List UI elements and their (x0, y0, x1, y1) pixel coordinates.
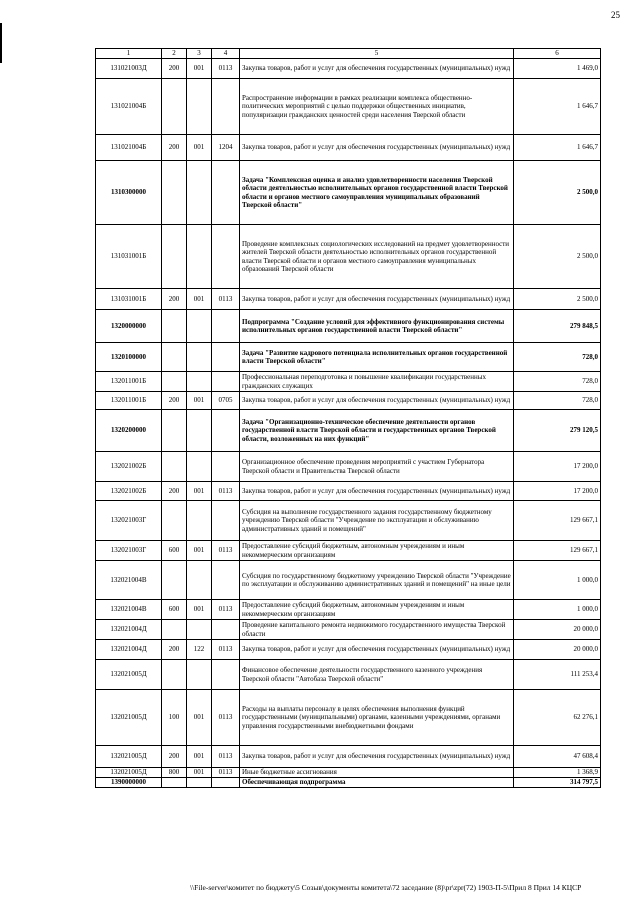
row-amount: 111 253,4 (514, 660, 601, 690)
row-amount: 129 667,1 (514, 501, 601, 541)
row-col2 (162, 79, 187, 135)
row-col2 (162, 778, 187, 788)
row-col4: 0705 (212, 392, 240, 410)
file-path-footer: \\File-server\комитет по бюджету\5 Созыв\документы комитета\72 заседание (8)\pr\zpr(72) 1903-П-5\Прил 8 Прил 14 КЦСР (190, 883, 582, 892)
row-code: 132011001Б (96, 372, 162, 392)
table-header-row (96, 49, 601, 59)
page-number: 25 (611, 10, 620, 20)
table-row (96, 768, 601, 778)
table-row (96, 778, 601, 788)
row-code: 132021004В (96, 561, 162, 600)
row-col4: 0113 (212, 541, 240, 561)
row-code: 131031001Б (96, 225, 162, 289)
row-amount: 17 200,0 (514, 452, 601, 482)
row-description: Закупка товаров, работ и услуг для обеспечения государственных (муниципальных) нужд (240, 392, 514, 410)
row-col2: 600 (162, 600, 187, 620)
row-description: Задача "Развитие кадрового потенциала исполнительных органов государственной власти Тверской области" (240, 343, 514, 372)
row-amount: 1 646,7 (514, 79, 601, 135)
row-amount: 2 500,0 (514, 161, 601, 225)
row-amount: 1 646,7 (514, 135, 601, 161)
row-col2 (162, 561, 187, 600)
row-code: 1320000000 (96, 310, 162, 343)
row-code: 132011001Б (96, 392, 162, 410)
row-col2: 200 (162, 640, 187, 660)
row-amount: 129 667,1 (514, 541, 601, 561)
row-col4 (212, 501, 240, 541)
row-col4: 0113 (212, 289, 240, 310)
row-code: 132021005Д (96, 690, 162, 746)
row-description: Предоставление субсидий бюджетным, автономным учреждениям и иным некоммерческим организациям (240, 600, 514, 620)
table-row (96, 225, 601, 289)
row-description: Иные бюджетные ассигнования (240, 768, 514, 778)
row-col3: 001 (187, 746, 212, 768)
row-col3 (187, 161, 212, 225)
row-description: Закупка товаров, работ и услуг для обеспечения государственных (муниципальных) нужд (240, 59, 514, 79)
row-col3: 001 (187, 482, 212, 501)
row-amount: 2 500,0 (514, 225, 601, 289)
row-col3: 001 (187, 541, 212, 561)
row-code: 131031001Б (96, 289, 162, 310)
row-amount: 728,0 (514, 372, 601, 392)
row-code: 1320200000 (96, 410, 162, 452)
table-row (96, 79, 601, 135)
row-code: 132021004Д (96, 640, 162, 660)
table-row (96, 289, 601, 310)
row-col3 (187, 501, 212, 541)
row-col4 (212, 343, 240, 372)
row-col2: 200 (162, 392, 187, 410)
row-col3 (187, 410, 212, 452)
row-col4: 0113 (212, 640, 240, 660)
row-amount: 62 276,1 (514, 690, 601, 746)
row-description: Субсидия по государственному бюджетному учреждению Тверской области "Учреждение по эксплуатации и обслуживанию административных зданий и помещений" на иные цели (240, 561, 514, 600)
row-description: Профессиональная переподготовка и повышение квалификации государственных гражданских служащих (240, 372, 514, 392)
row-col2: 200 (162, 135, 187, 161)
row-col4: 1204 (212, 135, 240, 161)
row-col2 (162, 310, 187, 343)
row-description: Закупка товаров, работ и услуг для обеспечения государственных (муниципальных) нужд (240, 289, 514, 310)
row-amount: 728,0 (514, 343, 601, 372)
row-description: Финансовое обеспечение деятельности государственного казенного учреждения Тверской области "Автобаза Тверской области" (240, 660, 514, 690)
row-description: Подпрограмма "Создание условий для эффективного функционирования системы исполнительных органов государственной власти Тверской области" (240, 310, 514, 343)
row-col3: 001 (187, 135, 212, 161)
row-col3: 001 (187, 690, 212, 746)
table-row (96, 561, 601, 600)
row-col3: 001 (187, 768, 212, 778)
row-col4 (212, 410, 240, 452)
row-col3: 001 (187, 392, 212, 410)
row-col3 (187, 561, 212, 600)
row-description: Обеспечивающая подпрограмма (240, 778, 514, 788)
table-row (96, 452, 601, 482)
row-amount: 17 200,0 (514, 482, 601, 501)
row-col3 (187, 620, 212, 640)
row-col3 (187, 372, 212, 392)
row-col4: 0113 (212, 768, 240, 778)
row-code: 1320100000 (96, 343, 162, 372)
row-description: Субсидия на выполнение государственного задания государственному бюджетному учреждению Тверской области "Учреждение по эксплуатации и обслуживанию административных зданий и помещений" (240, 501, 514, 541)
row-col4: 0113 (212, 482, 240, 501)
row-description: Проведение капитального ремонта недвижимого государственного имущества Тверской области (240, 620, 514, 640)
row-code: 132021003Г (96, 541, 162, 561)
row-code: 132021004В (96, 600, 162, 620)
table-row (96, 372, 601, 392)
row-description: Проведение комплексных социологических исследований на предмет удовлетворенности жителей Тверской области деятельностью исполнительных органов государственной власти Тверской области и органов местного самоуправления муниципальных образований Тверской области (240, 225, 514, 289)
row-col2 (162, 343, 187, 372)
row-description: Предоставление субсидий бюджетным, автономным учреждениям и иным некоммерческим организациям (240, 541, 514, 561)
row-col2 (162, 620, 187, 640)
row-amount: 20 000,0 (514, 620, 601, 640)
row-amount: 279 848,5 (514, 310, 601, 343)
table-row (96, 541, 601, 561)
table-row (96, 343, 601, 372)
row-col2 (162, 452, 187, 482)
row-col2: 200 (162, 482, 187, 501)
table-row (96, 59, 601, 79)
table-row (96, 620, 601, 640)
row-col4 (212, 620, 240, 640)
row-col3: 001 (187, 600, 212, 620)
row-col3: 001 (187, 289, 212, 310)
row-description: Распространение информации в рамках реализации комплекса общественно-политических мероприятий с целью поддержки общественных инициатив, популяризации гражданских ценностей среди населения Тверской области (240, 79, 514, 135)
row-amount: 1 469,0 (514, 59, 601, 79)
row-col2 (162, 501, 187, 541)
row-amount: 47 608,4 (514, 746, 601, 768)
row-amount: 1 368,9 (514, 768, 601, 778)
row-col4 (212, 561, 240, 600)
row-col2 (162, 372, 187, 392)
row-col2: 200 (162, 746, 187, 768)
scan-edge-mark (0, 23, 2, 63)
row-col3 (187, 660, 212, 690)
table-row (96, 746, 601, 768)
row-description: Закупка товаров, работ и услуг для обеспечения государственных (муниципальных) нужд (240, 135, 514, 161)
row-col4 (212, 372, 240, 392)
row-amount: 1 000,0 (514, 600, 601, 620)
row-col4 (212, 79, 240, 135)
row-code: 132021005Д (96, 746, 162, 768)
row-col2 (162, 410, 187, 452)
row-col3 (187, 225, 212, 289)
row-code: 131021004Б (96, 79, 162, 135)
row-code: 132021005Д (96, 660, 162, 690)
row-col4: 0113 (212, 600, 240, 620)
row-code: 132021004Д (96, 620, 162, 640)
table-row (96, 690, 601, 746)
table-row (96, 135, 601, 161)
row-code: 132021005Д (96, 768, 162, 778)
row-description: Закупка товаров, работ и услуг для обеспечения государственных (муниципальных) нужд (240, 482, 514, 501)
row-col2: 100 (162, 690, 187, 746)
table-row (96, 392, 601, 410)
row-col2 (162, 225, 187, 289)
row-amount: 279 120,5 (514, 410, 601, 452)
table-row (96, 640, 601, 660)
row-code: 1390000000 (96, 778, 162, 788)
row-code: 132021002Б (96, 452, 162, 482)
row-col3 (187, 343, 212, 372)
row-col3 (187, 79, 212, 135)
row-col3 (187, 778, 212, 788)
row-col3 (187, 452, 212, 482)
row-amount: 314 797,5 (514, 778, 601, 788)
row-code: 131021003Д (96, 59, 162, 79)
row-description: Расходы на выплаты персоналу в целях обеспечения выполнения функций государственными (муниципальными) органами, казенными учреждениями, органами управления государственными внебюджетными фондами (240, 690, 514, 746)
row-col4 (212, 310, 240, 343)
row-amount: 20 000,0 (514, 640, 601, 660)
row-col2: 600 (162, 541, 187, 561)
table-row (96, 660, 601, 690)
table-row (96, 600, 601, 620)
row-col4 (212, 778, 240, 788)
table-row (96, 482, 601, 501)
row-col3: 122 (187, 640, 212, 660)
row-amount: 1 000,0 (514, 561, 601, 600)
row-col4 (212, 452, 240, 482)
row-col2: 200 (162, 59, 187, 79)
row-description: Закупка товаров, работ и услуг для обеспечения государственных (муниципальных) нужд (240, 746, 514, 768)
column-header: 5 (240, 49, 514, 59)
row-col4 (212, 161, 240, 225)
column-header: 1 (96, 49, 162, 59)
table-row (96, 310, 601, 343)
row-col4: 0113 (212, 746, 240, 768)
table-body (96, 59, 601, 788)
row-col2 (162, 161, 187, 225)
table-row (96, 161, 601, 225)
row-col3 (187, 310, 212, 343)
column-header: 2 (162, 49, 187, 59)
row-col2: 200 (162, 289, 187, 310)
column-header: 6 (514, 49, 601, 59)
column-header: 4 (212, 49, 240, 59)
row-col2: 800 (162, 768, 187, 778)
row-description: Задача "Комплексная оценка и анализ удовлетворенности населения Тверской области деятельностью исполнительных органов государственной власти Тверской области и органов местного самоуправления муниципальных образований Тверской области" (240, 161, 514, 225)
row-col2 (162, 660, 187, 690)
row-code: 132021003Г (96, 501, 162, 541)
row-description: Закупка товаров, работ и услуг для обеспечения государственных (муниципальных) нужд (240, 640, 514, 660)
row-amount: 728,0 (514, 392, 601, 410)
row-code: 1310300000 (96, 161, 162, 225)
row-amount: 2 500,0 (514, 289, 601, 310)
row-col3: 001 (187, 59, 212, 79)
row-col4: 0113 (212, 690, 240, 746)
column-header: 3 (187, 49, 212, 59)
row-col4 (212, 225, 240, 289)
row-description: Задача "Организационно-техническое обеспечение деятельности органов государственной власти Тверской области и государственных органов Тверской области, возложенных на них функций" (240, 410, 514, 452)
budget-table (95, 48, 601, 788)
row-code: 131021004Б (96, 135, 162, 161)
table-row (96, 501, 601, 541)
table-row (96, 410, 601, 452)
row-code: 132021002Б (96, 482, 162, 501)
row-col4: 0113 (212, 59, 240, 79)
row-col4 (212, 660, 240, 690)
row-description: Организационное обеспечение проведения мероприятий с участием Губернатора Тверской области и Правительства Тверской области (240, 452, 514, 482)
